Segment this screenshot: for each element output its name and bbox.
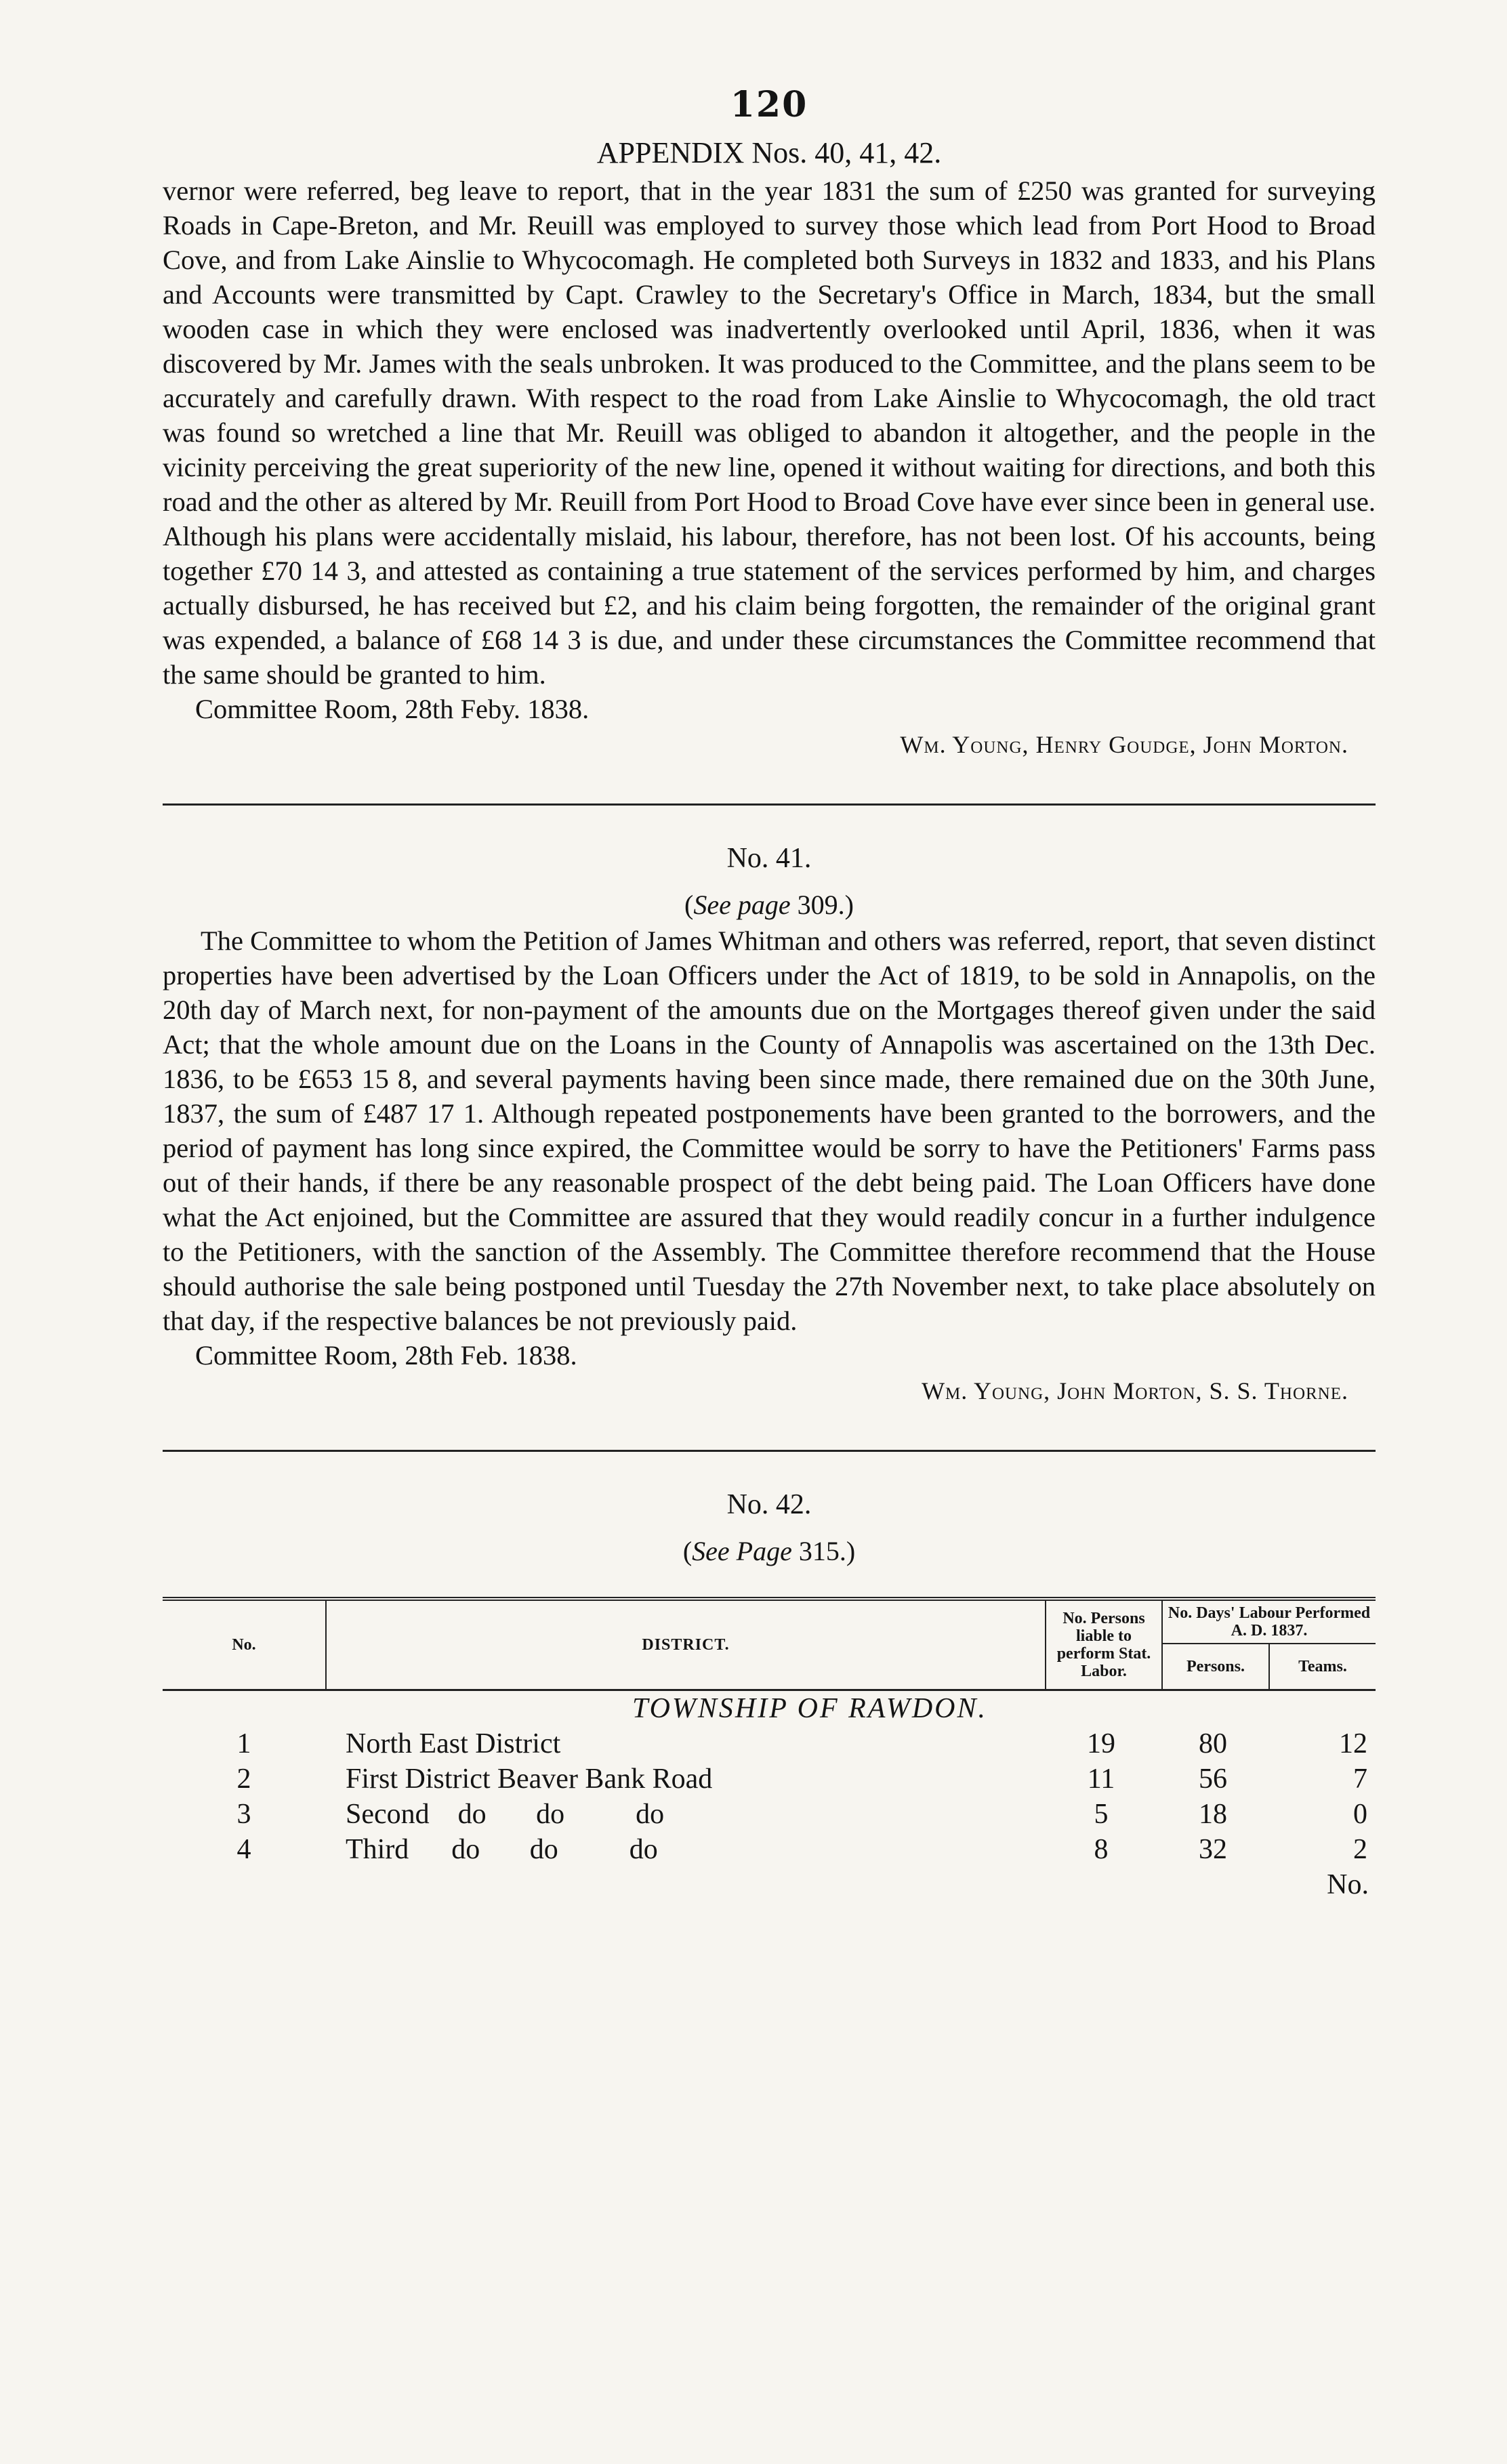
page-number: 120 xyxy=(730,84,808,125)
table-header xyxy=(163,1597,1376,1691)
table-row xyxy=(163,1761,1376,1797)
cell-persons: 56 xyxy=(1199,1763,1227,1795)
column-header-no: No. xyxy=(163,1601,327,1689)
cell-liable: 19 xyxy=(1087,1728,1115,1759)
cell-no: 4 xyxy=(236,1834,251,1865)
catchword: No. xyxy=(1327,1869,1369,1900)
no40-body xyxy=(163,173,1376,692)
table-row xyxy=(163,1726,1376,1761)
cell-teams: 0 xyxy=(1353,1799,1367,1830)
cell-persons: 18 xyxy=(1199,1799,1227,1830)
column-header-labour-group xyxy=(1163,1601,1376,1689)
labour-subheaders xyxy=(1163,1644,1376,1689)
cell-teams: 12 xyxy=(1339,1728,1367,1759)
document-page xyxy=(163,81,1376,1902)
table-row xyxy=(163,1797,1376,1832)
column-header-persons-liable: No. Persons liable to perform Stat. Labor. xyxy=(1046,1601,1163,1689)
no42-see-suffix: 315.) xyxy=(791,1536,856,1566)
section-divider xyxy=(163,1450,1376,1452)
cell-district: North East District xyxy=(346,1728,561,1759)
no42-heading: No. 42. xyxy=(726,1489,812,1520)
cell-no: 2 xyxy=(236,1763,251,1795)
cell-district: First District Beaver Bank Road xyxy=(346,1763,713,1795)
cell-liable: 11 xyxy=(1087,1763,1115,1795)
no42-see-italic: See Page xyxy=(692,1536,792,1566)
no41-paragraph: The Committee to whom the Petition of James Whitman and others was referred, report, that seven distinct properties have been advertised by the Loan Officers under the Act of 1819, to be sold in Annapolis, on the 20th day of March next, for non-payment of the amounts due on the Mortgages thereof given under the said Act; that the whole amount due on the Loans in the County of Annapolis was ascertained on the 13th Dec. 1836, to be £653 15 8, and several payments having been since made, there remained due on the 30th June, 1837, the sum of £487 17 1. Although repeated postponements have been granted to the borrowers, and the period of payment has long since expired, the Committee would be sorry to have the Petitioners' Farms pass out of their hands, if there be any reasonable prospect of the debt being paid. The Loan Officers have done what the Act enjoined, but the Committee are assured that they would readily concur in a further indulgence to the Petitioners, with the sanction of the Assembly. The Committee therefore recommend that the House should authorise the sale being postponed until Tuesday the 27th November next, to take place absolutely on that day, if the respective balances be not previously paid. xyxy=(163,925,1376,1336)
cell-persons: 32 xyxy=(1199,1834,1227,1865)
cell-no: 1 xyxy=(236,1728,251,1759)
no42-see-page xyxy=(163,1533,1376,1570)
column-header-district: DISTRICT. xyxy=(327,1601,1046,1689)
cell-district: Third do do do xyxy=(346,1834,658,1865)
appendix-title: APPENDIX Nos. 40, 41, 42. xyxy=(596,136,942,169)
column-header-persons: Persons. xyxy=(1163,1644,1270,1689)
table-row xyxy=(163,1832,1376,1867)
no41-committee-room: Committee Room, 28th Feb. 1838. xyxy=(195,1340,577,1371)
no41-see-prefix: ( xyxy=(684,890,694,920)
no41-see-italic: See page xyxy=(693,890,791,920)
cell-liable: 8 xyxy=(1094,1834,1109,1865)
no41-see-page xyxy=(163,887,1376,923)
no40-signatures: Wm. Young, Henry Goudge, John Morton. xyxy=(900,731,1348,758)
statute-labour-table xyxy=(163,1597,1376,1867)
cell-teams: 2 xyxy=(1353,1834,1367,1865)
no41-body xyxy=(163,923,1376,1338)
cell-teams: 7 xyxy=(1353,1763,1367,1795)
no41-signatures: Wm. Young, John Morton, S. S. Thorne. xyxy=(922,1377,1348,1404)
no41-see-suffix: 309.) xyxy=(790,890,854,920)
column-header-labour: No. Days' Labour Performed A. D. 1837. xyxy=(1163,1601,1376,1644)
cell-no: 3 xyxy=(236,1799,251,1830)
no41-heading: No. 41. xyxy=(726,843,812,874)
no40-paragraph: vernor were referred, beg leave to report, that in the year 1831 the sum of £250 was granted for surveying Roads in Cape-Breton, and Mr. Reuill was employed to survey those which lead from Port Hood to Broad Cove, and from Lake Ainslie to Whycocomagh. He completed both Surveys in 1832 and 1833, and his Plans and Accounts were transmitted by Capt. Crawley to the Secretary's Office in March, 1834, but the small wooden case in which they were enclosed was inadvertently overlooked until April, 1836, when it was discovered by Mr. James with the seals unbroken. It was produced to the Committee, and the plans seem to be accurately and carefully drawn. With respect to the road from Lake Ainslie to Whycocomagh, the old tract was found so wretched a line that Mr. Reuill was obliged to abandon it altogether, and the people in the vicinity perceiving the great superiority of the new line, opened it without waiting for directions, and both this road and the other as altered by Mr. Reuill from Port Hood to Broad Cove have ever since been in general use. Although his plans were accidentally mislaid, his labour, therefore, has not been lost. Of his accounts, being together £70 14 3, and attested as containing a true statement of the services performed by him, and charges actually disbursed, he has received but £2, and his claim being forgotten, the remainder of the original grant was expended, a balance of £68 14 3 is due, and under these circumstances the Committee recommend that the same should be granted to him. xyxy=(163,175,1376,690)
no40-committee-room: Committee Room, 28th Feby. 1838. xyxy=(195,694,590,724)
cell-persons: 80 xyxy=(1199,1728,1227,1759)
section-divider xyxy=(163,803,1376,806)
cell-liable: 5 xyxy=(1094,1799,1109,1830)
column-header-teams: Teams. xyxy=(1298,1658,1347,1675)
township-heading: TOWNSHIP OF RAWDON. xyxy=(632,1693,988,1724)
no42-see-prefix: ( xyxy=(682,1536,693,1566)
cell-district: Second do do do xyxy=(346,1799,665,1830)
